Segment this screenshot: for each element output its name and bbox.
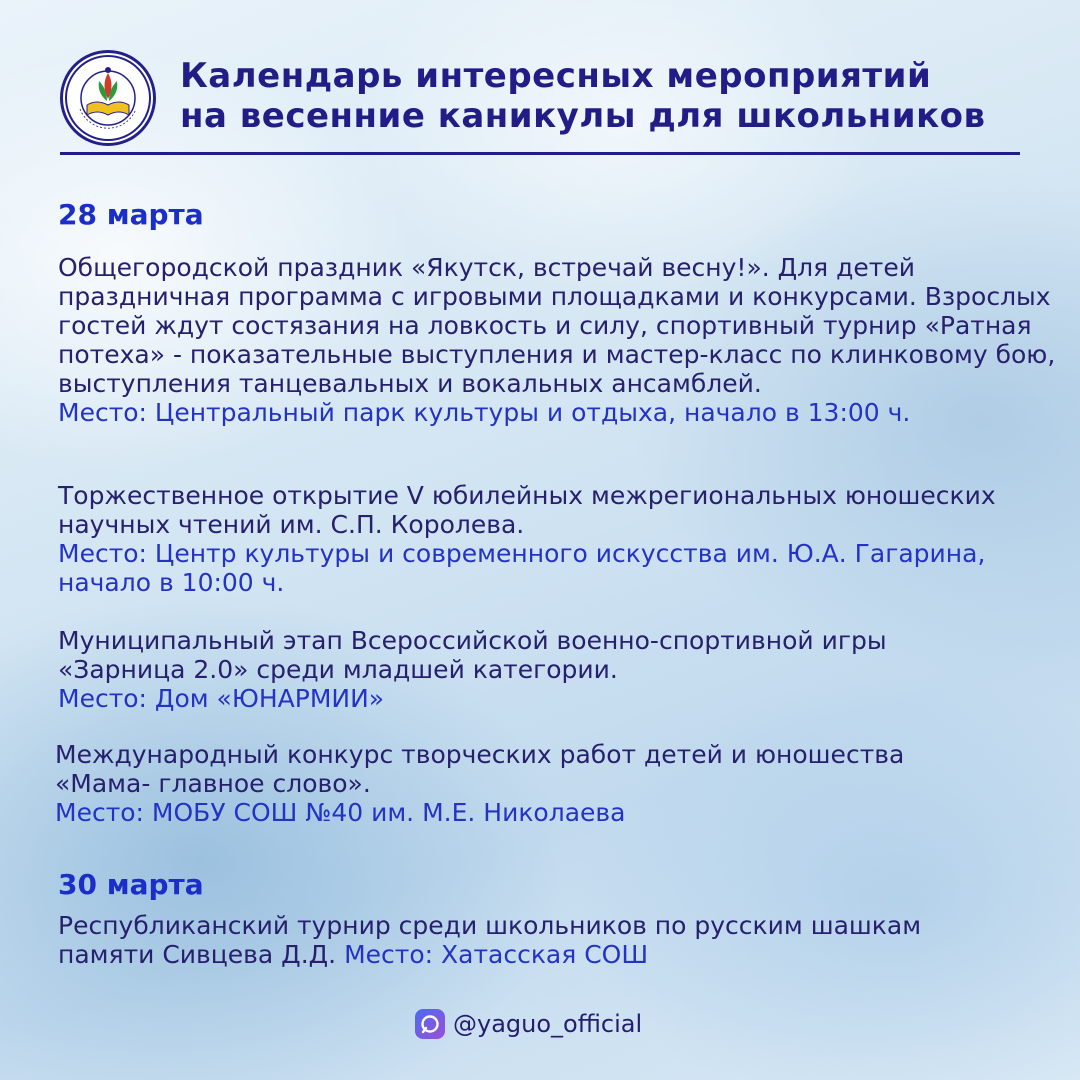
event-description: Муниципальный этап Всероссийской военно-спортивной игры «Зарница 2.0» среди младшей категории.	[58, 626, 887, 684]
event-item	[55, 740, 955, 827]
social-handle[interactable]: @yaguo_official	[453, 1010, 643, 1038]
department-logo	[60, 50, 156, 146]
event-place: Место: Дом «ЮНАРМИИ»	[58, 684, 385, 713]
social-app-icon[interactable]	[415, 1009, 445, 1039]
event-description: Общегородской праздник «Якутск, встречай весну!». Для детей праздничная программа с игровыми площадками и конкурсами. Взрослых гостей ждут состязания на ловкость и силу, спортивный турнир «Ратная потеха» - показательные выступления и мастер-класс по клинковому бою, выступления танцевальных и вокальных ансамблей.	[58, 253, 1056, 398]
event-description: Торжественное открытие V юбилейных межрегиональных юношеских научных чтений им. С.П. Королева.	[58, 481, 996, 539]
event-item	[58, 626, 1018, 713]
event-item	[58, 481, 1008, 597]
event-place: Место: Хатасская СОШ	[344, 940, 649, 969]
title-line-2: на весенние каникулы для школьников	[180, 96, 986, 136]
education-emblem-icon	[63, 53, 153, 143]
date-heading: 30 марта	[58, 868, 204, 901]
social-footer	[415, 1006, 642, 1042]
event-item	[58, 253, 1058, 427]
event-place: Место: МОБУ СОШ №40 им. М.Е. Николаева	[55, 798, 626, 827]
date-heading: 28 марта	[58, 198, 204, 231]
page-title	[180, 56, 1040, 136]
event-item	[58, 911, 988, 969]
title-divider	[60, 152, 1020, 155]
event-description: Республиканский турнир среди школьников по русским шашкам памяти Сивцева Д.Д.	[58, 911, 922, 969]
event-description: Международный конкурс творческих работ детей и юношества «Мама- главное слово».	[55, 740, 905, 798]
title-line-1: Календарь интересных мероприятий	[180, 56, 932, 96]
event-place: Место: Центр культуры и современного искусства им. Ю.А. Гагарина, начало в 10:00 ч.	[58, 539, 986, 597]
event-place: Место: Центральный парк культуры и отдыха, начало в 13:00 ч.	[58, 398, 911, 427]
